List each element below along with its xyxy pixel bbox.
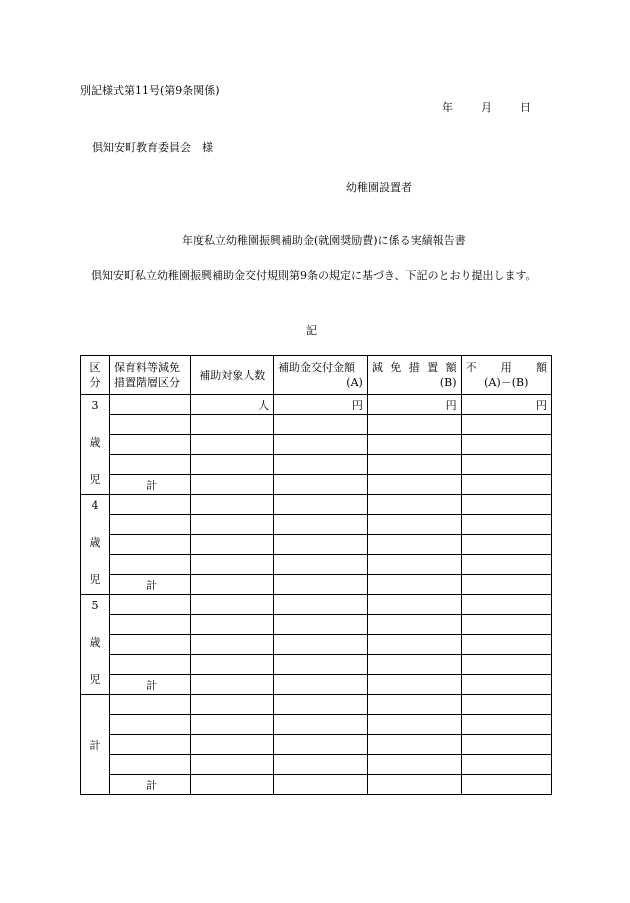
unused-amount-cell[interactable]	[461, 535, 551, 555]
report-table	[80, 355, 552, 795]
table-row	[81, 735, 552, 755]
subsidy-count-cell[interactable]	[191, 535, 274, 555]
header-unused-char-3: 額	[536, 361, 547, 374]
fee-level-cell[interactable]	[110, 535, 191, 555]
date-line	[442, 99, 531, 115]
reduction-amount-cell[interactable]	[367, 635, 461, 655]
fee-level-cell[interactable]	[110, 455, 191, 475]
table-row	[81, 575, 552, 595]
reduction-amount-cell[interactable]	[367, 675, 461, 695]
date-year-label: 年	[442, 101, 453, 114]
table-row	[81, 695, 552, 715]
subtotal-label: 計	[110, 775, 191, 795]
body-text: 倶知安町私立幼稚園振興補助金交付規則第9条の規定に基づき、下記のとおり提出します。	[91, 269, 537, 282]
fee-level-cell[interactable]	[110, 695, 191, 715]
unused-amount-cell[interactable]	[461, 415, 551, 435]
header-fee-level-line2: 措置階層区分	[114, 376, 181, 389]
subsidy-count-cell[interactable]	[191, 715, 274, 735]
table-row	[81, 675, 552, 695]
subtotal-label: 計	[110, 575, 191, 595]
reduction-amount-cell[interactable]	[367, 495, 461, 515]
group-label-age5	[81, 595, 110, 695]
subsidy-count-cell[interactable]	[191, 575, 274, 595]
unused-amount-cell[interactable]	[461, 695, 551, 715]
subsidy-count-cell[interactable]	[191, 615, 274, 635]
subsidy-count-cell[interactable]	[191, 635, 274, 655]
header-unused-line1	[466, 360, 547, 375]
subsidy-count-cell[interactable]	[191, 515, 274, 535]
table-row	[81, 475, 552, 495]
grant-amount-cell[interactable]	[274, 675, 368, 695]
unused-amount-cell[interactable]	[461, 655, 551, 675]
reduction-amount-cell[interactable]	[367, 555, 461, 575]
table-row	[81, 655, 552, 675]
table-row	[81, 515, 552, 535]
unused-amount-cell[interactable]	[461, 555, 551, 575]
header-grant-amount-sub: (A)	[346, 376, 363, 389]
grant-amount-cell[interactable]	[274, 635, 368, 655]
header-reduction-char-2: 免	[390, 361, 402, 374]
reduction-amount-cell[interactable]	[367, 415, 461, 435]
reduction-amount-cell[interactable]	[367, 455, 461, 475]
reduction-amount-cell[interactable]	[367, 535, 461, 555]
subsidy-count-cell[interactable]	[191, 475, 274, 495]
header-reduction-char-1: 減	[371, 361, 383, 374]
table-row	[81, 715, 552, 735]
table-row	[81, 435, 552, 455]
fee-level-cell[interactable]	[110, 495, 191, 515]
date-month-label: 月	[481, 101, 492, 114]
grant-amount-cell[interactable]	[274, 655, 368, 675]
fee-level-cell[interactable]	[110, 435, 191, 455]
reduction-amount-cell[interactable]	[367, 575, 461, 595]
fee-level-cell[interactable]	[110, 655, 191, 675]
fee-level-cell[interactable]	[110, 635, 191, 655]
subsidy-count-cell[interactable]	[191, 735, 274, 755]
table-row	[81, 635, 552, 655]
table-row	[81, 595, 552, 615]
grant-amount-cell[interactable]	[274, 515, 368, 535]
header-fee-level-line1: 保育料等減免	[114, 361, 181, 374]
unused-amount-cell[interactable]	[461, 475, 551, 495]
fee-level-cell[interactable]	[110, 595, 191, 615]
header-fee-level	[110, 356, 191, 395]
group-label-age3	[81, 395, 110, 495]
reduction-amount-cell[interactable]	[367, 735, 461, 755]
reduction-amount-cell[interactable]	[367, 615, 461, 635]
grant-amount-cell[interactable]	[274, 435, 368, 455]
unused-amount-cell[interactable]	[461, 575, 551, 595]
addressee: 倶知安町教育委員会 様	[92, 141, 213, 154]
reduction-amount-cell[interactable]	[367, 595, 461, 615]
unused-amount-cell[interactable]	[461, 635, 551, 655]
group-label-line3: 児	[89, 473, 101, 486]
grant-amount-cell[interactable]	[274, 615, 368, 635]
fee-level-cell[interactable]	[110, 415, 191, 435]
unused-amount-cell[interactable]	[461, 435, 551, 455]
header-grant-amount	[274, 356, 368, 395]
table-row	[81, 615, 552, 635]
fee-level-cell[interactable]	[110, 735, 191, 755]
subsidy-count-cell[interactable]	[191, 555, 274, 575]
establisher-label: 幼稚園設置者	[346, 181, 412, 194]
header-subsidy-count: 補助対象人数	[191, 356, 274, 395]
header-category: 区分	[81, 356, 110, 395]
fee-level-cell[interactable]	[110, 615, 191, 635]
document-title: 年度私立幼稚園振興補助金(就園奨励費)に係る実績報告書	[182, 234, 466, 247]
fee-level-cell[interactable]	[110, 555, 191, 575]
grant-amount-cell[interactable]	[274, 595, 368, 615]
unused-amount-cell[interactable]	[461, 455, 551, 475]
grant-amount-cell[interactable]	[274, 755, 368, 775]
grant-amount-cell[interactable]	[274, 555, 368, 575]
reduction-amount-cell[interactable]: 円	[367, 395, 461, 415]
header-unused-char-1: 不	[465, 361, 477, 374]
grant-amount-cell[interactable]	[274, 715, 368, 735]
fee-level-cell[interactable]	[110, 395, 191, 415]
group-label-total: 計	[81, 695, 110, 795]
subsidy-count-cell[interactable]	[191, 435, 274, 455]
table-row	[81, 555, 552, 575]
unused-amount-cell[interactable]	[461, 715, 551, 735]
subsidy-count-cell[interactable]	[191, 755, 274, 775]
subtotal-label: 計	[110, 675, 191, 695]
header-reduction-char-5: 額	[445, 361, 457, 374]
group-label-line3: 児	[89, 573, 101, 586]
reduction-amount-cell[interactable]	[367, 715, 461, 735]
table-header-row	[81, 356, 552, 395]
grant-amount-cell[interactable]	[274, 735, 368, 755]
table-row	[81, 395, 552, 415]
reduction-amount-cell[interactable]	[367, 755, 461, 775]
grant-amount-cell[interactable]	[274, 455, 368, 475]
grant-amount-cell[interactable]	[274, 415, 368, 435]
reduction-amount-cell[interactable]	[367, 435, 461, 455]
reduction-amount-cell[interactable]	[367, 775, 461, 795]
header-reduction-sub: (B)	[439, 376, 457, 389]
grant-amount-cell[interactable]	[274, 535, 368, 555]
fee-level-cell[interactable]	[110, 715, 191, 735]
ki-label: 記	[306, 324, 317, 337]
subsidy-count-cell[interactable]	[191, 595, 274, 615]
grant-amount-cell[interactable]	[274, 475, 368, 495]
reduction-amount-cell[interactable]	[367, 655, 461, 675]
subsidy-count-cell[interactable]	[191, 655, 274, 675]
header-unused-char-2: 用	[500, 361, 512, 374]
header-unused-amount	[461, 356, 551, 395]
unused-amount-cell[interactable]: 円	[461, 395, 551, 415]
table-row	[81, 755, 552, 775]
unused-amount-cell[interactable]	[461, 615, 551, 635]
grant-amount-cell[interactable]	[274, 575, 368, 595]
table-row	[81, 415, 552, 435]
table-row	[81, 495, 552, 515]
header-reduction-char-3: 措	[408, 361, 420, 374]
group-label-line2: 歳	[89, 435, 101, 449]
subsidy-count-cell[interactable]	[191, 415, 274, 435]
group-label-line1: 5	[91, 599, 99, 612]
fee-level-cell[interactable]	[110, 755, 191, 775]
unused-amount-cell[interactable]	[461, 755, 551, 775]
table-row	[81, 535, 552, 555]
reduction-amount-cell[interactable]	[367, 695, 461, 715]
header-unused-sub: (A)－(B)	[484, 376, 529, 389]
date-day-label: 日	[520, 101, 531, 114]
group-label-line2: 歳	[89, 635, 101, 649]
group-label-line1: 3	[91, 399, 99, 412]
form-number: 別記様式第11号(第9条関係)	[80, 84, 220, 97]
grant-amount-cell[interactable]	[274, 775, 368, 795]
table-row	[81, 455, 552, 475]
reduction-amount-cell[interactable]	[367, 475, 461, 495]
unused-amount-cell[interactable]	[461, 675, 551, 695]
header-reduction-amount	[367, 356, 461, 395]
unused-amount-cell[interactable]	[461, 515, 551, 535]
group-label-line3: 児	[89, 673, 101, 686]
header-grant-amount-line1: 補助金交付金額	[278, 361, 356, 374]
subsidy-count-cell[interactable]	[191, 695, 274, 715]
group-label-line2: 歳	[89, 535, 101, 549]
grant-amount-cell[interactable]: 円	[274, 395, 368, 415]
header-reduction-char-4: 置	[427, 361, 439, 374]
table-row	[81, 775, 552, 795]
fee-level-cell[interactable]	[110, 515, 191, 535]
subsidy-count-cell[interactable]	[191, 455, 274, 475]
subsidy-count-cell[interactable]	[191, 775, 274, 795]
grant-amount-cell[interactable]	[274, 695, 368, 715]
reduction-amount-cell[interactable]	[367, 515, 461, 535]
subsidy-count-cell[interactable]	[191, 495, 274, 515]
unused-amount-cell[interactable]	[461, 495, 551, 515]
subsidy-count-cell[interactable]: 人	[191, 395, 274, 415]
unused-amount-cell[interactable]	[461, 735, 551, 755]
header-reduction-line1	[372, 360, 457, 375]
subsidy-count-cell[interactable]	[191, 675, 274, 695]
unused-amount-cell[interactable]	[461, 595, 551, 615]
subtotal-label: 計	[110, 475, 191, 495]
group-label-line1: 4	[91, 499, 99, 512]
grant-amount-cell[interactable]	[274, 495, 368, 515]
group-label-age4	[81, 495, 110, 595]
unused-amount-cell[interactable]	[461, 775, 551, 795]
